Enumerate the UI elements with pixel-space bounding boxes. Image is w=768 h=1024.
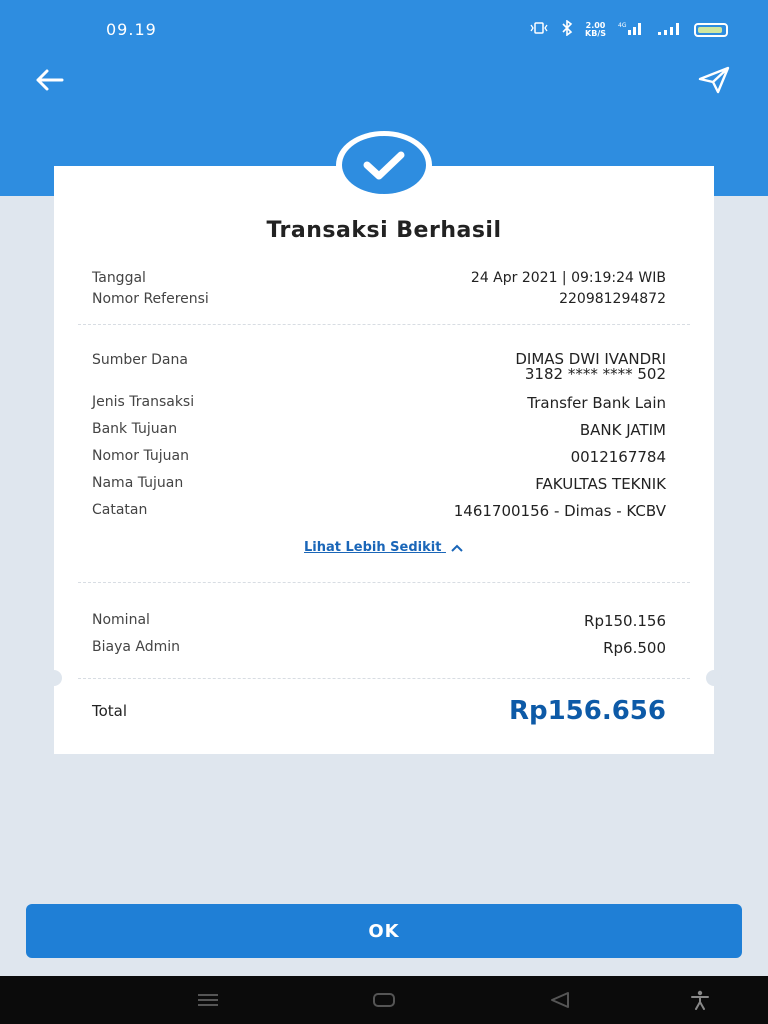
row-reference <box>92 291 666 307</box>
divider <box>78 582 690 583</box>
row-dest-number <box>92 448 666 466</box>
dest-name-value: FAKULTAS TEKNIK <box>535 475 666 493</box>
bluetooth-icon <box>561 20 573 40</box>
battery-icon <box>694 23 728 37</box>
total-label: Total <box>92 702 128 720</box>
receipt-notch-left <box>46 670 62 686</box>
menu-icon[interactable] <box>196 990 220 1010</box>
row-admin-fee <box>92 639 666 657</box>
chevron-up-icon <box>446 540 464 555</box>
dest-number-label: Nomor Tujuan <box>92 448 189 464</box>
back-triangle-icon[interactable] <box>548 990 572 1010</box>
signal-4g-icon <box>618 21 644 39</box>
dest-name-label: Nama Tujuan <box>92 475 184 491</box>
system-navigation-bar <box>0 976 768 1024</box>
status-icons <box>529 20 728 40</box>
row-transaction-type <box>92 394 666 412</box>
date-label: Tanggal <box>92 270 146 286</box>
type-value: Transfer Bank Lain <box>527 394 666 412</box>
row-bank <box>92 421 666 439</box>
bank-value: BANK JATIM <box>579 421 666 439</box>
divider <box>78 324 690 325</box>
row-note <box>92 502 666 520</box>
toggle-details-link[interactable] <box>54 540 714 555</box>
total-value: Rp156.656 <box>508 696 666 726</box>
receipt-notch-right <box>706 670 722 686</box>
ok-button-label: OK <box>368 920 400 942</box>
note-label: Catatan <box>92 502 148 518</box>
ok-button[interactable] <box>26 904 742 958</box>
network-speed: 2.00 KB/S <box>585 21 606 38</box>
success-check-icon <box>334 130 434 200</box>
nominal-label: Nominal <box>92 612 150 628</box>
share-send-icon[interactable] <box>696 64 732 96</box>
bank-label: Bank Tujuan <box>92 421 178 437</box>
admin-fee-label: Biaya Admin <box>92 639 181 655</box>
toggle-details-label: Lihat Lebih Sedikit <box>304 540 442 555</box>
note-value: 1461700156 - Dimas - KCBV <box>453 502 666 520</box>
vibrate-icon <box>529 21 549 39</box>
source-value <box>515 352 666 382</box>
date-value: 24 Apr 2021 | 09:19:24 WIB <box>470 270 666 286</box>
accessibility-icon[interactable] <box>688 990 712 1010</box>
row-date <box>92 270 666 286</box>
divider <box>78 678 690 679</box>
receipt-edge-bottom <box>54 749 714 759</box>
transaction-title: Transaksi Berhasil <box>266 218 502 243</box>
home-icon[interactable] <box>372 990 396 1010</box>
nominal-value: Rp150.156 <box>584 612 666 630</box>
signal-icon <box>656 21 682 39</box>
reference-value: 220981294872 <box>559 291 666 307</box>
status-time: 09.19 <box>106 20 157 39</box>
admin-fee-value: Rp6.500 <box>603 639 666 657</box>
row-source <box>92 352 666 382</box>
status-bar <box>0 0 768 60</box>
back-arrow-icon[interactable] <box>32 64 68 96</box>
row-dest-name <box>92 475 666 493</box>
source-account: 3182 **** **** 502 <box>524 365 666 383</box>
reference-label: Nomor Referensi <box>92 291 209 307</box>
row-nominal <box>92 612 666 630</box>
source-label: Sumber Dana <box>92 352 188 368</box>
dest-number-value: 0012167784 <box>570 448 666 466</box>
source-name: DIMAS DWI IVANDRI <box>515 350 666 368</box>
svg-text:4G: 4G <box>618 22 627 29</box>
type-label: Jenis Transaksi <box>92 394 195 410</box>
